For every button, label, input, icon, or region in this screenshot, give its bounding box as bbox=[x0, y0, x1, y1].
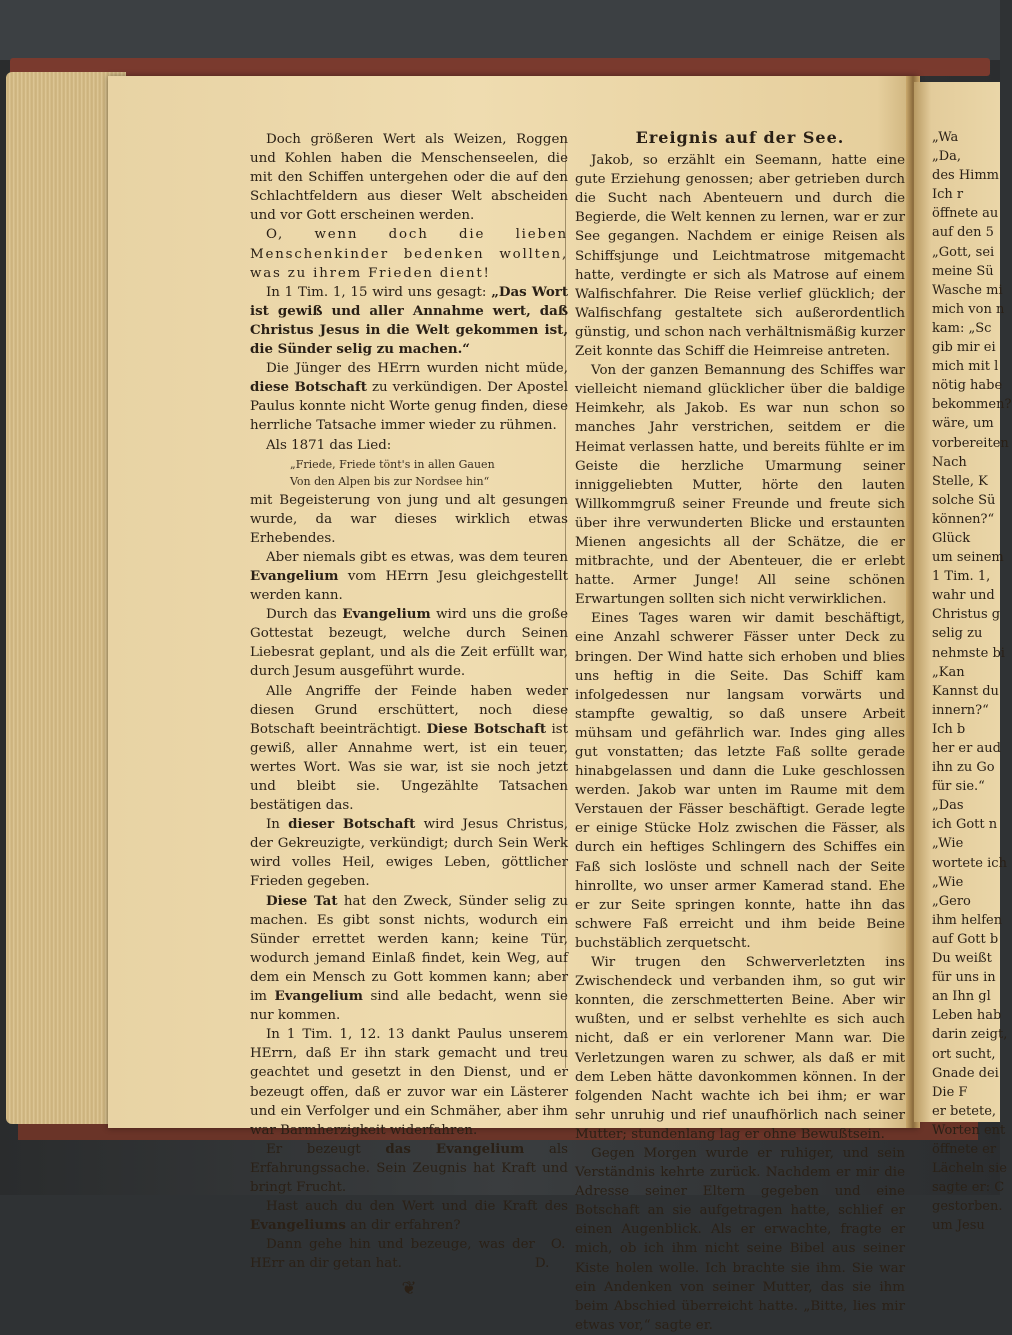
right-page-line: solche Sü bbox=[932, 492, 996, 508]
right-page-line: Worten ent bbox=[932, 1122, 1006, 1138]
text: Hast auch du den Wert und die Kraft des bbox=[266, 1199, 568, 1215]
right-page-line: innern?“ bbox=[932, 702, 989, 718]
bold-text: diese Botschaft bbox=[250, 379, 367, 396]
right-page-line: gestorben. bbox=[932, 1199, 1003, 1215]
right-page-line: „Gero bbox=[932, 893, 971, 909]
right-page-line: um seinem bbox=[932, 550, 1004, 566]
bold-text: „Das Wort ist gewiß und aller Annahme wert, daß Christus Jesus in die Welt gekommen ist, die Sünder selig zu machen.“ bbox=[250, 283, 569, 358]
text: zu verkündigen. Der Apostel Paulus konnte nicht Worte genug finden, diese herrliche Tatsache immer wieder zu rühmen. bbox=[250, 380, 568, 434]
right-page-line: an Ihn gl bbox=[932, 989, 991, 1005]
right-page-line: ihm helfen bbox=[932, 912, 1003, 928]
right-page-line: auf Gott b bbox=[932, 931, 999, 947]
right-page-line: nötig habe bbox=[932, 378, 1003, 394]
right-page-line: selig zu bbox=[932, 626, 983, 642]
text: Er bezeugt bbox=[266, 1141, 386, 1157]
right-page-line: Du weißt bbox=[932, 951, 992, 967]
paragraph bbox=[250, 1140, 568, 1197]
right-page-line: „Wie bbox=[932, 874, 964, 890]
right-page-line: Nach bbox=[932, 454, 967, 470]
paragraph: Jakob, so erzählt ein Seemann, hatte eine gute Erziehung genossen; aber getrieben durch die Sucht nach Abenteuern und durch die Begierde, die Welt kennen zu lernen, war er zur See gegangen. Nachdem er einige Reisen als Schiffsjunge und Leichtmatrose mitgemacht hatte, verdingte er sich als Matrose auf einem Walfischfahrer. Die Reise verlief glücklich; der Walfischfang gestaltete sich außerordentlich günstig, und schon nach verhältnismäßig kurzer Zeit konnte das Schiff die Heimreise antreten. bbox=[575, 153, 905, 360]
bold-text: dieser Botschaft bbox=[288, 816, 416, 833]
text: ist gewiß, aller Annahme wert, ist ein teuer, wertes Wort. Was sie war, ist sie noch jetzt und bleibt sie. Ungezählte Tatsachen bestätigen das. bbox=[250, 721, 568, 814]
paragraph bbox=[250, 605, 568, 681]
right-page-line: Ich b bbox=[932, 721, 966, 737]
right-page-line: „Wa bbox=[932, 130, 959, 145]
right-page-text bbox=[932, 128, 1012, 1235]
right-page-line: „Wie bbox=[932, 836, 964, 852]
bold-text: Evangeliums bbox=[250, 1217, 346, 1234]
closing-line bbox=[250, 1235, 568, 1273]
right-page-line: für sie.“ bbox=[932, 779, 985, 795]
right-page-line: nehmste bi bbox=[932, 645, 1005, 661]
right-page-line: Wasche mi bbox=[932, 282, 1003, 298]
bold-text: Evangelium bbox=[250, 567, 339, 584]
paragraph: O, wenn doch die lieben Menschenkinder bedenken wollten, was zu ihrem Frieden dient! bbox=[250, 227, 568, 281]
left-column bbox=[250, 130, 568, 1299]
right-page-line: mich von n bbox=[932, 301, 1005, 317]
bold-text: das Evangelium bbox=[385, 1140, 525, 1157]
paragraph: Doch größeren Wert als Weizen, Roggen und Kohlen haben die Menschenseelen, die mit den Schiffen untergehen oder die auf den Schlachtfeldern aus dieser Welt abscheiden und vor Gott erscheinen werden. bbox=[250, 132, 568, 224]
text: Dann gehe hin und bezeuge, was der HErr an dir getan hat. bbox=[250, 1237, 535, 1272]
right-page-line: Die F bbox=[932, 1084, 968, 1100]
signature: O. D. bbox=[534, 1237, 566, 1272]
right-page-line: Ich r bbox=[932, 187, 964, 203]
paragraph bbox=[250, 548, 568, 605]
text: hat den Zweck, Sünder selig zu machen. Es gibt sonst nichts, wodurch ein Sünder errettet werden kann; keine Tür, wodurch jemand Einlaß findet, kein Weg, auf dem ein Mensch zu Gott kommen kann; aber im bbox=[250, 893, 569, 1005]
text: wird uns die große Gottestat bezeugt, welche durch Seinen Liebesrat geplant, und als die Zeit erfüllt war, durch Jesum ausgeführt wurde. bbox=[250, 607, 569, 680]
paragraph: Von der ganzen Bemannung des Schiffes war vielleicht niemand glücklicher über die baldige Heimkehr, als Jakob. Es war nun schon so manches Jahr verstrichen, seitdem er die Heimat verlassen hatte, und bereits fühlte er im Geiste die herzliche Umarmung seiner inniggeliebten Mutter, hörte den lauten Willkommgruß seiner Freunde und freute sich über ihre verwunderten Blicke und erstaunten Mienen angesichts all der Schätze, die er mitbrachte, und der Abenteuer, die er erlebt hatte. Armer Junge! All seine schönen Erwartungen sollten sich nicht verwirklichen. bbox=[575, 363, 905, 608]
right-column bbox=[575, 128, 905, 1335]
right-page-line: Kannst du bbox=[932, 683, 999, 699]
paragraph bbox=[250, 283, 568, 359]
right-page-line: er betete, bbox=[932, 1103, 997, 1119]
poem-line: Von den Alpen bis zur Nordsee hin“ bbox=[290, 474, 490, 488]
right-page-line: wahr und bbox=[932, 588, 995, 604]
bold-text: Evangelium bbox=[342, 606, 431, 623]
paragraph: mit Begeisterung von jung und alt gesungen wurde, da war dieses wirklich etwas Erhebendes. bbox=[250, 492, 568, 546]
right-page-line: wäre, um bbox=[932, 416, 994, 432]
text: Die Jünger des HErrn wurden nicht müde, bbox=[266, 361, 568, 377]
right-page-line: darin zeigt, bbox=[932, 1027, 1008, 1043]
text: an dir erfahren? bbox=[345, 1218, 461, 1234]
right-page-line: mich mit l bbox=[932, 359, 999, 375]
bold-text: Diese Tat bbox=[266, 892, 338, 909]
text: vom HErrn Jesu gleichgestellt werden kann. bbox=[250, 568, 568, 604]
article-headline: Ereignis auf der See. bbox=[635, 128, 845, 147]
right-page-line: des Himm bbox=[932, 168, 999, 184]
right-page-line: Leben hab bbox=[932, 1008, 1002, 1024]
right-page-line: ihn zu Go bbox=[932, 760, 995, 776]
scanner-top-strip bbox=[0, 0, 1000, 60]
right-page-line: wortete ich bbox=[932, 855, 1007, 871]
right-page-line: öffnete er bbox=[932, 1141, 997, 1157]
paragraph bbox=[250, 359, 568, 435]
right-page-line: „Da, bbox=[932, 149, 962, 165]
right-page-line: können?“ bbox=[932, 511, 995, 527]
right-page-line: auf den 5 bbox=[932, 225, 994, 241]
right-page-line: kam: „Sc bbox=[932, 320, 992, 336]
paragraph bbox=[250, 1197, 568, 1235]
right-page-line: gib mir ei bbox=[932, 340, 996, 356]
ornament-icon: ❦ bbox=[401, 1278, 417, 1300]
right-page-line: um Jesu bbox=[932, 1218, 985, 1234]
paragraph: Gegen Morgen wurde er ruhiger, und sein Verständnis kehrte zurück. Nachdem er mir die Adresse seiner Eltern gegeben und eine Botschaft an sie aufgetragen hatte, schlief er einen Augenblick. Als er erwachte, fragte er mich, ob ich ihm nicht seine Bibel aus seiner Kiste holen wolle. Ich brachte sie ihm. Sie war ein Andenken von seiner Mutter, das sie ihm beim Abschied überreicht hatte. „Bitte, lies mir etwas vor,“ sagte er. bbox=[575, 1145, 905, 1333]
paragraph: In 1 Tim. 1, 12. 13 dankt Paulus unserem HErrn, daß Er ihn stark gemacht und treu geachtet und gesetzt in den Dienst, und er bezeugt offen, daß er zuvor war ein Lästerer und ein Verfolger und ein Schmäher, aber ihm war Barmherzigkeit widerfahren. bbox=[250, 1027, 568, 1138]
paragraph bbox=[250, 892, 568, 1026]
right-page-line: 1 Tim. 1, bbox=[932, 569, 991, 585]
right-page-line: für uns in bbox=[932, 970, 996, 986]
poem-line: „Friede, Friede tönt's in allen Gauen bbox=[290, 457, 495, 471]
text: In 1 Tim. 1, 15 wird uns gesagt: bbox=[266, 284, 492, 300]
text: Alle Angriffe der Feinde haben weder diesen Grund erschüttert, noch diese Botschaft beeinträchtigt. bbox=[250, 683, 568, 737]
right-page-line: Lächeln sie bbox=[932, 1161, 1007, 1177]
text: Aber niemals gibt es etwas, was dem teuren bbox=[266, 549, 568, 565]
right-page-line: „Gott, sei bbox=[932, 244, 995, 260]
right-page-line: „Kan bbox=[932, 664, 965, 680]
bold-text: Diese Botschaft bbox=[426, 720, 547, 737]
book-cover-top-edge bbox=[10, 58, 990, 76]
right-page-line: öffnete au bbox=[932, 206, 999, 222]
right-page-line: meine Sü bbox=[932, 263, 994, 279]
right-page-line: Glück bbox=[932, 530, 971, 546]
right-page-line: ort sucht, bbox=[932, 1046, 996, 1062]
text: wird Jesus Christus, der Gekreuzigte, verkündigt; durch Sein Werk wird volles Heil, ewiges Leben, göttlicher Frieden gegeben. bbox=[250, 817, 569, 890]
right-page-line: her er aud bbox=[932, 741, 1001, 756]
right-page-line: Christus g bbox=[932, 607, 1001, 623]
paragraph bbox=[250, 815, 568, 891]
text: Durch das bbox=[266, 607, 343, 623]
right-page-line: Gnade dei bbox=[932, 1065, 999, 1081]
text: sind alle bedacht, wenn sie nur kommen. bbox=[250, 989, 568, 1024]
right-page-line: ich Gott n bbox=[932, 817, 998, 833]
paragraph: Wir trugen den Schwerverletzten ins Zwischendeck und verbanden ihm, so gut wir konnten, die zerschmetterten Beine. Aber wir wußten, und er selbst verhehlte es sich auch nicht, daß er ein verlorener Mann war. Die Verletzungen waren zu schwer, als daß er mit dem Leben hätte davonkommen können. In der folgenden Nacht wachte ich bei ihm; er war sehr unruhig und rief unaufhörlich nach seiner Mutter; stundenlang lag er ohne Bewußtsein. bbox=[575, 955, 905, 1142]
right-page-line: vorbereiten bbox=[932, 435, 1009, 451]
paragraph: Eines Tages waren wir damit beschäftigt, eine Anzahl schwerer Fässer unter Deck zu bringen. Der Wind hatte sich erhoben und blies uns heftig in die Seite. Das Schiff kam infolgedessen nur langsam vorwärts und stampfte gewaltig, so daß unsere Arbeit mühsam und gefährlich war. Indes ging alles gut vonstatten; das letzte Faß sollte gerade hinabgelassen und dann die Luke geschlossen werden. Jakob war unten im Raume mit dem Verstauen der Fässer beschäftigt. Gerade legte er einige Stücke Holz zwischen die Fässer, als durch ein heftiges Schlingern des Schiffes ein Faß sich loslöste und schnell nach der Seite hinrollte, wo unser armer Kamerad stand. Ehe er zur Seite springen konnte, hatte ihn das schwere Faß erreicht und ihm beide Beine buchstäblich zerquetscht. bbox=[575, 611, 905, 951]
right-page-line: sagte er: C bbox=[932, 1180, 1005, 1196]
paragraph bbox=[250, 682, 568, 816]
right-page-line: „Das bbox=[932, 798, 964, 814]
bold-text: Evangelium bbox=[274, 988, 363, 1005]
right-page-line: bekommen? bbox=[932, 397, 1012, 413]
right-page-line: Stelle, K bbox=[932, 473, 988, 489]
text: als Erfahrungssache. Sein Zeugnis hat Kraft und bringt Frucht. bbox=[250, 1141, 568, 1195]
text: In bbox=[266, 817, 289, 833]
paragraph: Als 1871 das Lied: bbox=[266, 437, 392, 453]
